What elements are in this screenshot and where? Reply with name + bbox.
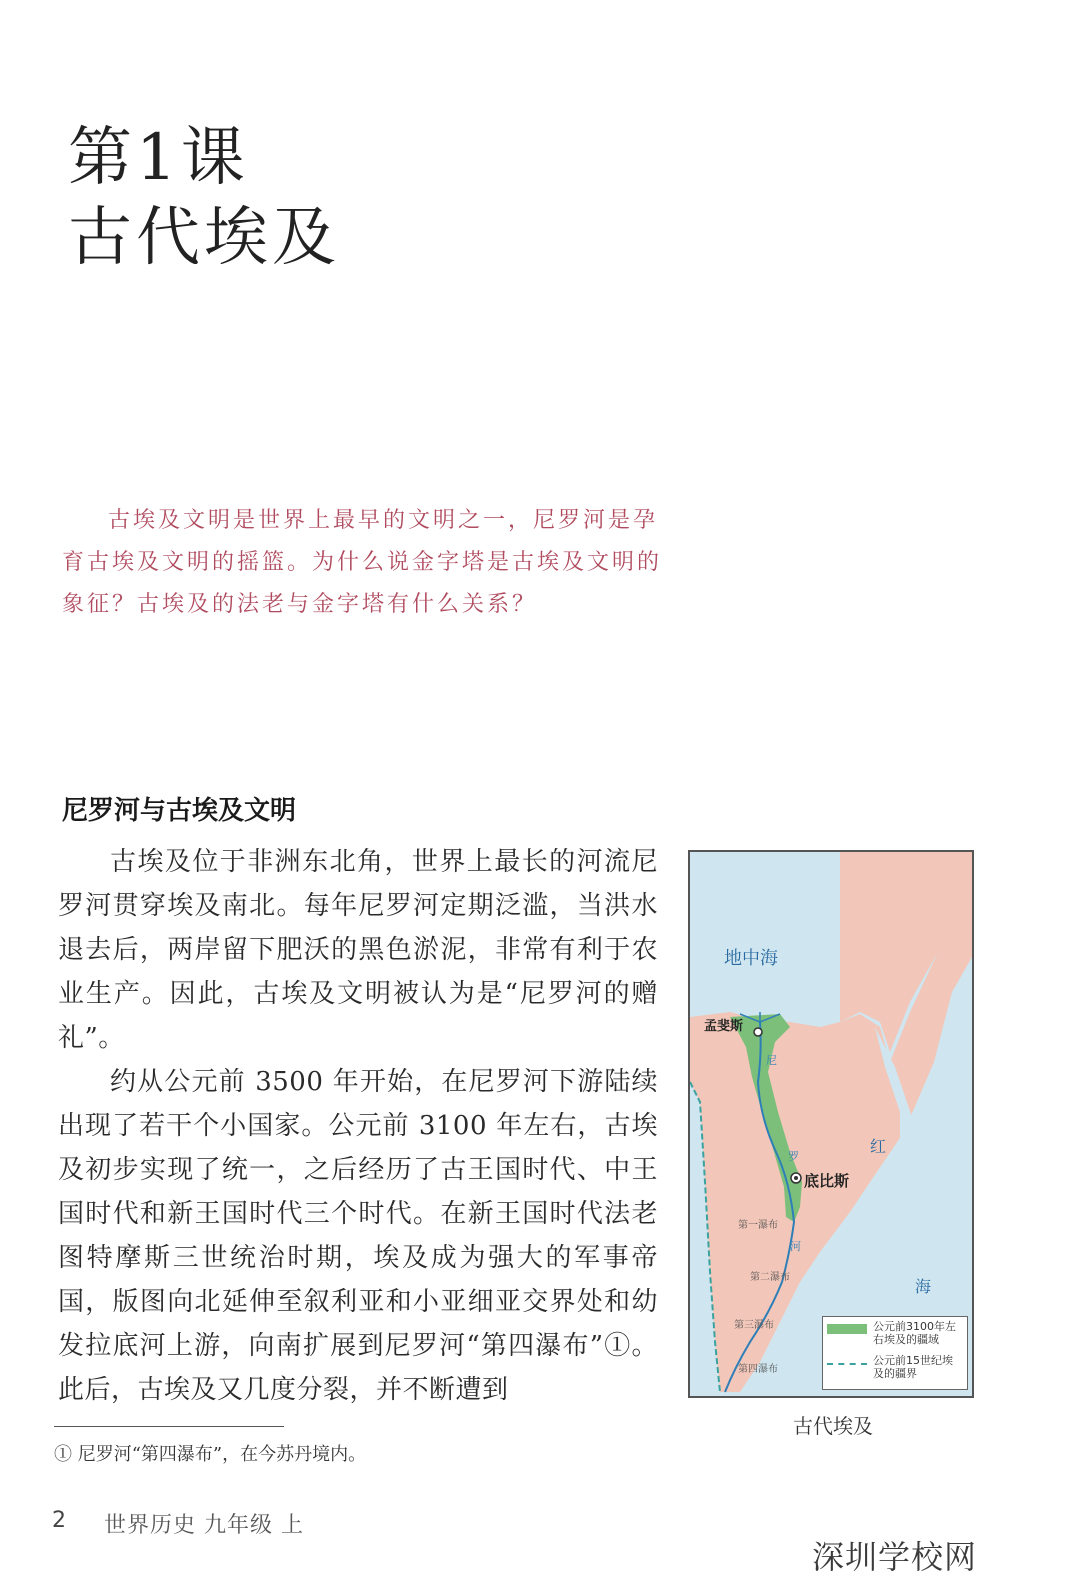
legend-row-early (823, 1317, 967, 1351)
cataract-label: 第四瀑布 (738, 1364, 778, 1375)
legend-text-later: 公元前15世纪埃及的疆界 (873, 1354, 953, 1380)
book-title: 世界历史 九年级 上 (104, 1513, 304, 1538)
body-paragraph: 约从公元前 3500 年开始，在尼罗河下游陆续出现了若干个小国家。公元前 3100 年左右，古埃及初步实现了统一，之后经历了古王国时代、中王国时代和新王国时代三个时代。在新王国时代法老图特摩斯三世统治时期，埃及成为强大的军事帝国，版图向北延伸至叙利亚和小亚细亚交界处和幼发拉底河上游，向南扩展到尼罗河“第四瀑布”①。此后，古埃及又几度分裂，并不断遭到 (58, 1067, 658, 1405)
intro-line: 象征？古埃及的法老与金字塔有什么关系？ (62, 592, 538, 617)
body-paragraph: 古埃及位于非洲东北角，世界上最长的河流尼罗河贯穿埃及南北。每年尼罗河定期泛滥，当洪水退去后，两岸留下肥沃的黑色淤泥，非常有利于农业生产。因此，古埃及文明被认为是“尼罗河的赠礼”。 (58, 847, 658, 1053)
intro-line: 古埃及文明是世界上最早的文明之一，尼罗河是孕 (108, 508, 659, 533)
lesson-title: 古代埃及 (68, 201, 340, 275)
cyprus-island (852, 910, 888, 922)
footnote-divider (54, 1426, 284, 1427)
cataract-label: 第一瀑布 (738, 1220, 778, 1231)
red-sea-label-1: 红 (870, 1137, 887, 1156)
memphis-marker (754, 1028, 762, 1036)
nile-label-char: 罗 (788, 1150, 799, 1163)
cataract-label: 第二瀑布 (750, 1272, 790, 1283)
map-legend (822, 1316, 968, 1390)
body-text (58, 840, 658, 1412)
nile-label-char: 河 (790, 1240, 801, 1253)
page-number: 2 (52, 1508, 66, 1533)
thebes-marker-dot (794, 1176, 798, 1180)
nile-label-char: 尼 (766, 1054, 777, 1067)
lesson-heading (68, 118, 340, 278)
section-title: 尼罗河与古埃及文明 (62, 796, 297, 826)
intro-line: 育古埃及文明的摇篮。为什么说金字塔是古埃及文明的 (62, 550, 663, 575)
lesson-number: 第1课 (68, 121, 249, 195)
memphis-label: 孟斐斯 (704, 1019, 744, 1034)
red-sea-label-2: 海 (915, 1277, 932, 1296)
thebes-label: 底比斯 (804, 1172, 850, 1190)
legend-row-later (823, 1351, 967, 1385)
egypt-map (690, 852, 972, 1396)
cataract-label: 第三瀑布 (734, 1320, 774, 1331)
legend-text-early: 公元前3100年左右埃及的疆域 (873, 1320, 956, 1346)
intro-questions (62, 500, 662, 626)
watermark: 深圳学校网 (812, 1538, 978, 1576)
mediterranean-label: 地中海 (724, 948, 778, 969)
map-figure (688, 850, 974, 1398)
legend-line-later (827, 1363, 867, 1365)
footnote: ① 尼罗河“第四瀑布”，在今苏丹境内。 (54, 1444, 367, 1465)
figure-caption: 古代埃及 (793, 1414, 873, 1438)
legend-swatch-early (827, 1324, 867, 1334)
